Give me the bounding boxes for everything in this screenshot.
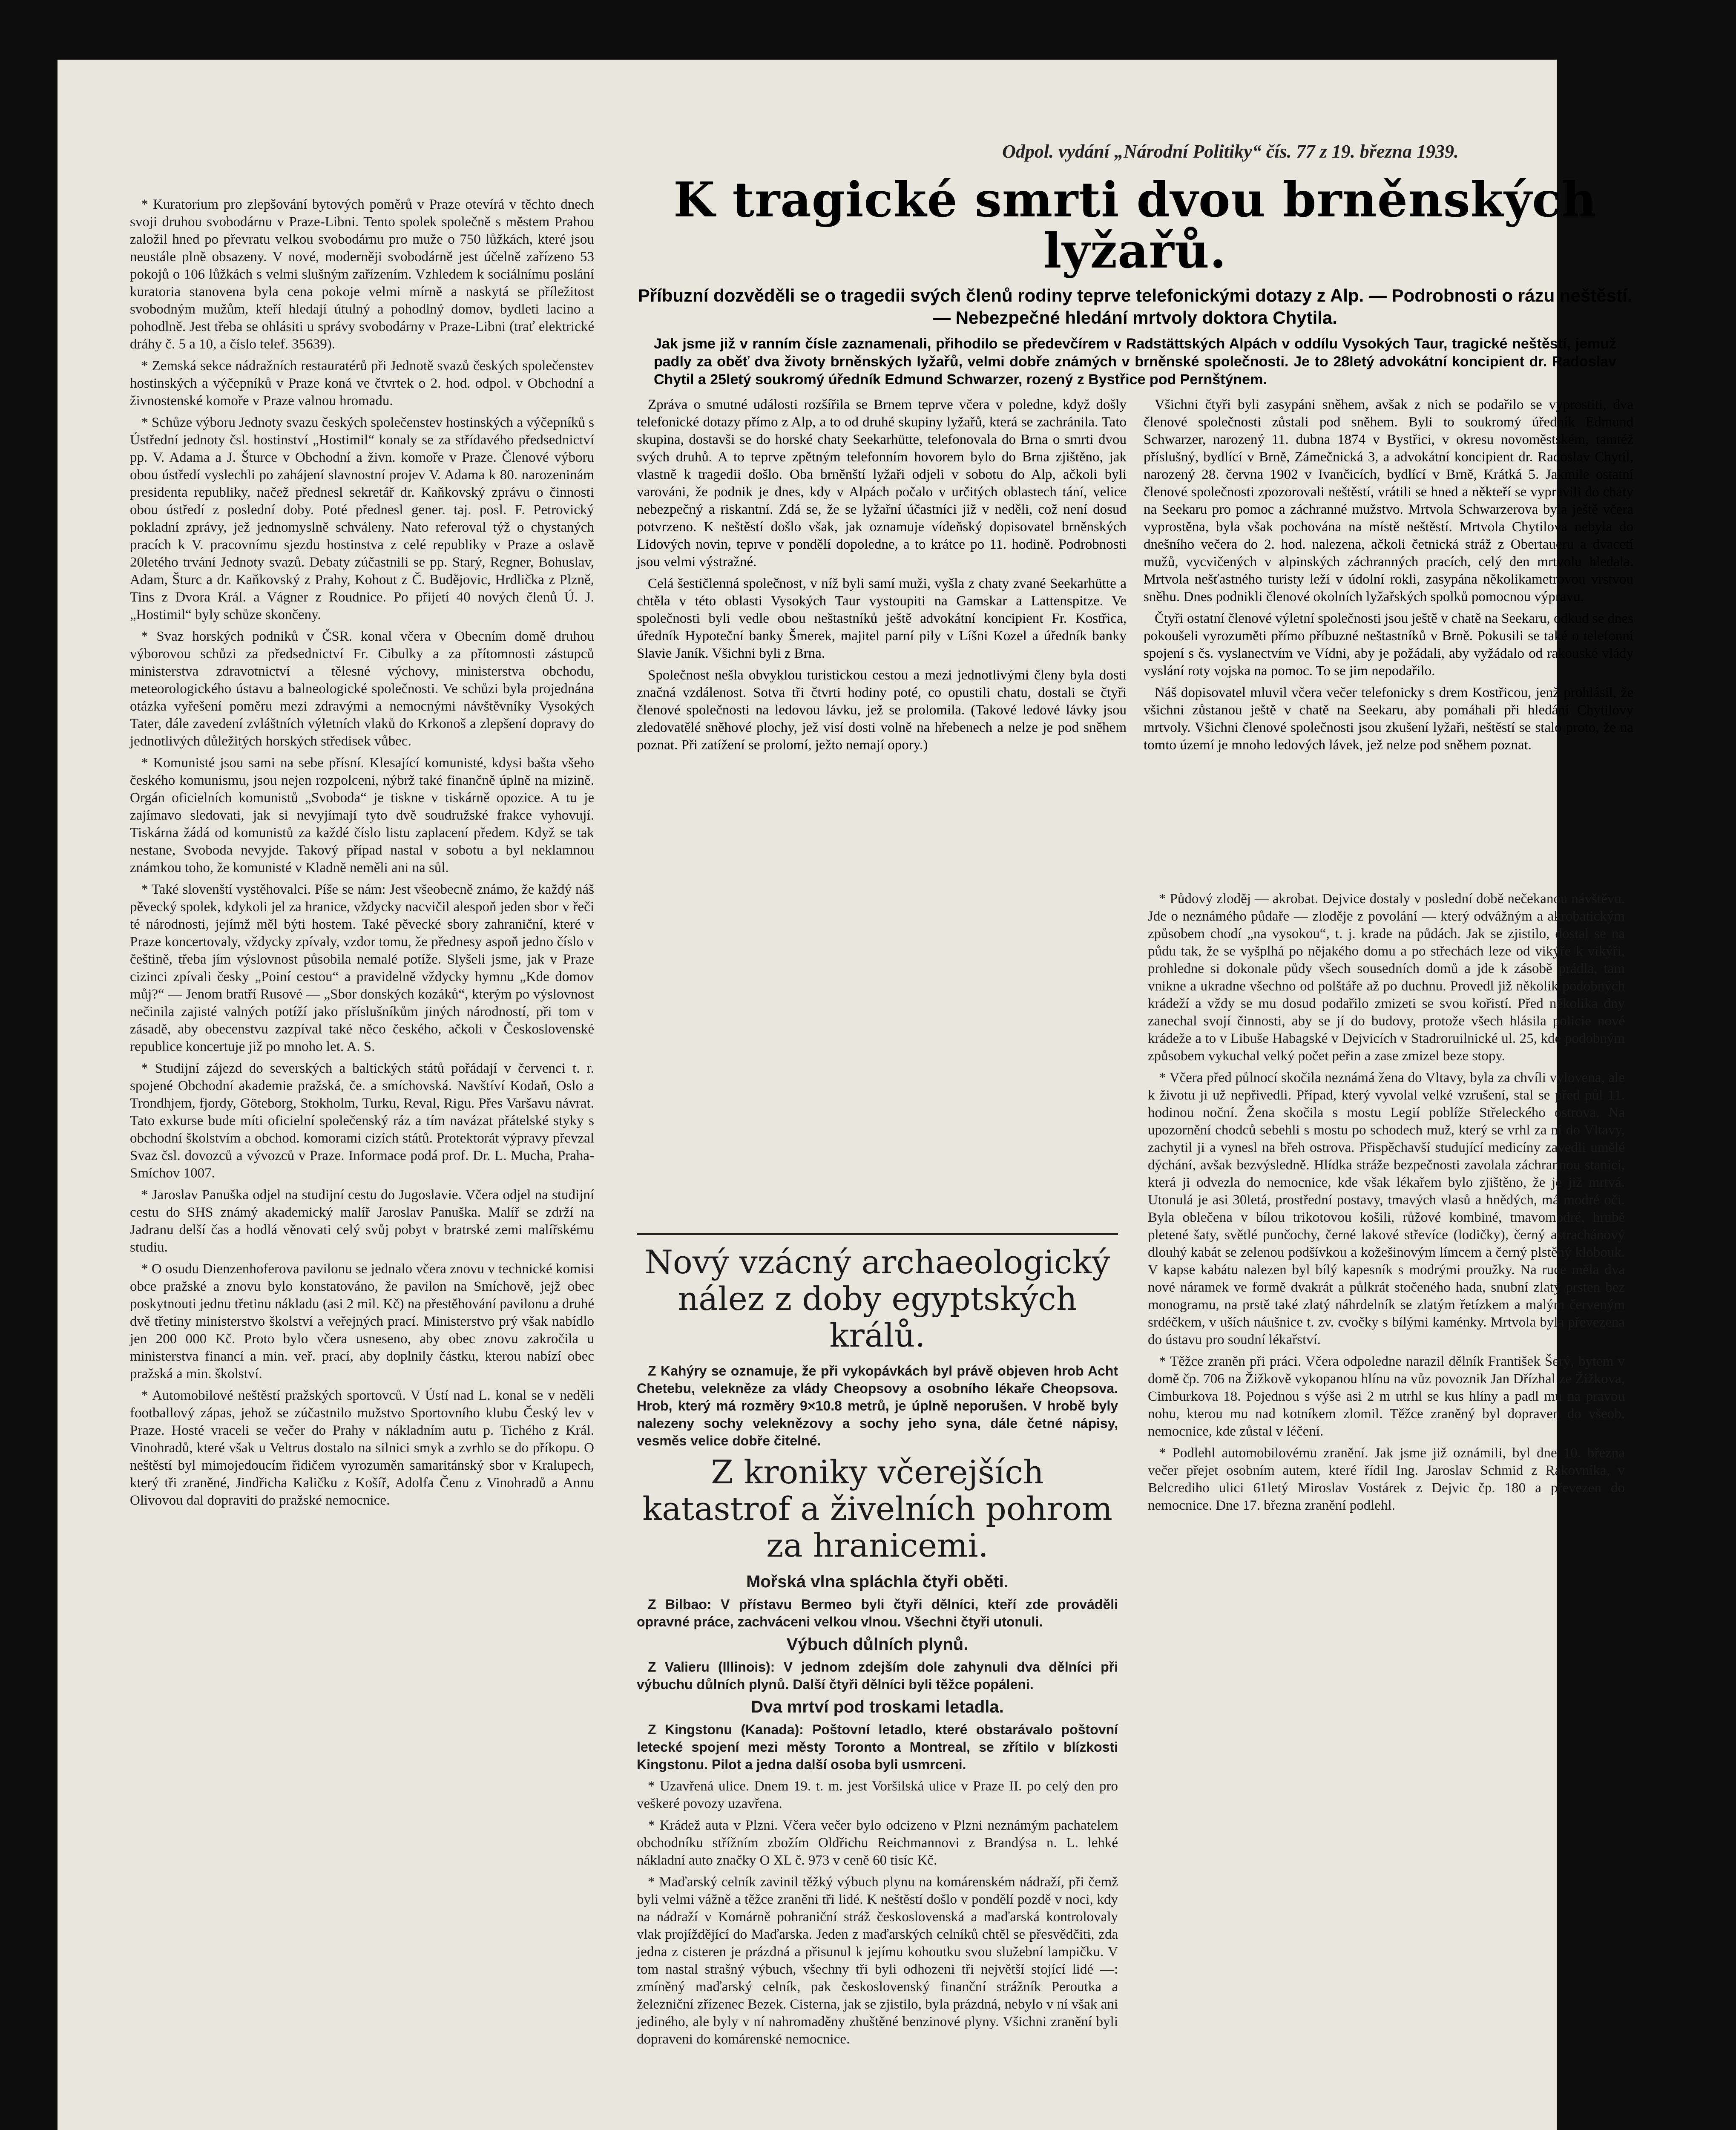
- lead-paragraph: Čtyři ostatní členové výletní společnosti jsou ještě v chatě na Seekaru, odkud se dnes pokoušeli vyrozuměti přímo příbuzné neštastníků v Brně. Pokusili se také o telefonní spojení s čs. vyslanectvím ve Vídni, aby je požádali, aby vyžádalo od rakouské vlády vyslání roty vojska na pomoc. To se jim nepodařilo.: [1144, 611, 1633, 679]
- page-header: Odpol. vydání „Národní Politiky“ čís. 77 z 19. března 1939.: [1002, 141, 1459, 162]
- lead-left-column: [637, 396, 1127, 758]
- lead-paragraph: Celá šestičlenná společnost, v níž byli samí muži, vyšla z chaty zvané Seekarhütte a chtěla v této oblasti Vysokých Taur vystoupiti na Gamskar a Lattenspitze. Ve společnosti byli vedle obou neštastníků ještě advokátní koncipient Fr. Kostřica, úředník Hypoteční banky Šmerek, majitel parní pily v Líšni Kozel a úředník banky Slavie Janík. Všichni byli z Brna.: [637, 576, 1127, 661]
- right-article-3: * Těžce zraněn při práci. Včera odpoledne narazil dělník František Šerý, bytem v domě čp. 706 na Žižkově vykopanou hlínu na vůz povoznik Jan Dřízhal ze Žižkova, Cimburkova 18. Pojednou s výše asi 2 m utrhl se kus hlíny a padl mu na pravou nohu, kterou mu nad kotníkem zlomil. Těžce zraněný byl dopraven do všeob. nemocnice, kde zůstal v léčení.: [1148, 1354, 1625, 1439]
- left-article-1: * Kuratorium pro zlepšování bytových poměrů v Praze otevírá v těchto dnech svoji druhou svobodárnu v Praze-Libni. Tento spolek společně s městem Prahou založil hned po převratu velkou svobodárnu pro muže o 750 lůžkách, které jsou neustále plně obsazeny. V nové, moderněji svobodárně jest účelně zařízeno 53 pokojů o 106 lůžkách s velmi slušným zařízením. Vzhledem k sociálnímu poslání kuratoria stanovena byla cena pokoje velmi mírně a naskytá se příležitost svobodným mužům, kteří hledají útulný a pohodlný domov, bydleti lacino a pohodlně. Jest třeba se ohlásiti u správy svobodárny v Praze-Libni (trať elektrické dráhy č. 5 a 10, a číslo telef. 35639).: [130, 197, 594, 352]
- news-item: Z Valieru (Illinois): V jednom zdejším dole zahynuli dva dělníci při výbuchu důlních plynů. Další čtyři dělníci byli těžce popáleni.: [637, 1659, 1118, 1692]
- newspaper-page: [57, 60, 1633, 2130]
- disasters-title: Z kroniky včerejších katastrof a živelních pohrom za hranicemi.: [642, 1453, 1112, 1564]
- right-article-4: * Podlehl automobilovému zranění. Jak jsme již oznámili, byl dne 10. března večer přejet osobním autem, které řídil Ing. Jaroslav Schmid z Rakovníka, v Belcrediho ulici 61letý Miroslav Vostárek z Dejvic čp. 180 a převezen do nemocnice. Dne 17. března zranění podlehl.: [1148, 1445, 1625, 1513]
- lead-paragraph: Společnost nešla obvyklou turistickou cestou a mezi jednotlivými členy byla dosti značná vzdálenost. Sotva tři čtvrti hodiny poté, co opustili chatu, dostali se čtyři členové společnosti na ledovou lávku, jež se prolomila. (Takové ledové lávky jsou zledovatělé sněhové plochy, jež visí dosti volně na hřebenech a nelze je pod sněhem poznat. Při zatížení se prolomí, ježto nemají opory.): [637, 668, 1127, 753]
- middle-column: [637, 1240, 1118, 2130]
- lead-paragraph: Náš dopisovatel mluvil včera večer telefonicky s drem Kostřicou, jenž prohlásil, že všichni zůstanou ještě v chatě na Seekaru, aby pomáhali při hledání Chytilovy mrtvoly. Všichni členové společnosti jsou zkušení lyžaři, neštěstí se stalo proto, že na tomto území je mnoho ledových lávek, jež nelze pod sněhem poznat.: [1144, 685, 1633, 753]
- left-article-10: * Automobilové neštěstí pražských sportovců. V Ústí nad L. konal se v neděli footballový zápas, jehož se zúčastnilo mužstvo Sportovního klubu Český lev v Praze. Hosté vraceli se večer do Prahy v nákladním autu p. Tichého z Král. Vinohradů, které však u Veltrus dostalo na silnici smyk a zvrhlo se do příkopu. O neštěstí byl mimojedoucím řidičem vyrozuměn samaritánský sbor v Kralupech, který tři zraněné, Jindřicha Kaličku z Košíř, Adolfa Čenu z Vinohradů a Annu Olivovou dal dopraviti do pražské nemocnice.: [130, 1388, 594, 1508]
- left-column: [130, 196, 594, 2130]
- lead-paragraph: Zpráva o smutné události rozšířila se Brnem teprve včera v poledne, když došly telefonické dotazy přímo z Alp, a to od druhé skupiny lyžařů, která se zachránila. Tato skupina, dostavši se do horské chaty Seekarhütte, telefonovala do Brna o smrti dvou svých druhů. A to teprve zpětným telefonním hovorem bylo do Brna zjištěno, jak vlastně k tragedii došlo. Oba brněnští lyžaři odjeli v sobotu do Alp, ačkoli byli varováni, že podnik je dnes, kdy v Alpách počalo v určitých oblastech tání, velice nebezpečný a riskantní. Zdá se, že se lyžařní účastníci již v neděli, což není dosud potvrzeno. K neštěstí došlo však, jak oznamuje vídeňský dopisovatel brněnských Lidových novin, teprve v pondělí dopoledne, a to krátce po 11. hodině. Podrobnosti jsou velmi výstražné.: [637, 397, 1127, 570]
- left-article-6: * Také slovenští vystěhovalci. Píše se nám: Jest všeobecně známo, že každý náš pěvecký spolek, kdykoli jel za hranice, vždycky nacvičil alespoň jeden sbor v řeči té národnosti, jejímž měl býti hostem. Také pěvecké sbory zahraniční, které v Praze koncertovaly, vždycky zpívaly, vzdor tomu, že přednesy aspoň jedno číslo v češtině, třeba jím výslovnost působila nemalé potíže. Slyšeli jsme, jak v Praze cizinci zpívali česky „Poiní cestou“ a pravidelně vždycky hymnu „Kde domov můj?“ — Jenom bratří Rusové — „Sbor donských kozáků“, kterým po výslovnost nečinila zajisté valných potíží jako příslušníkům jiných národností, při tom v zásadě, aby obecenstvu zazpíval také něco českého, ačkoli v Československé republice koncertuje již po mnoho let. A. S.: [130, 882, 594, 1054]
- news-item: Z Bilbao: V přístavu Bermeo byli čtyři dělníci, kteří zde prováděli opravné práce, zachváceni velkou vlnou. Všechni čtyři utonuli.: [637, 1597, 1118, 1629]
- subheading: Mořská vlna spláchla čtyři oběti.: [746, 1572, 1009, 1591]
- lead-subtitle: Příbuzní dozvěděli se o tragedii svých členů rodiny teprve telefonickými dotazy z Alp. — Podrobnosti o rázu neštěstí. — Nebezpečné hledání mrtvoly doktora Chytila.: [638, 285, 1633, 328]
- lead-right-column: [1144, 396, 1633, 758]
- lead-title: K tragické smrti dvou brněnských lyžařů.: [673, 172, 1597, 279]
- subheading: Dva mrtví pod troskami letadla.: [751, 1698, 1004, 1716]
- left-article-3: * Schůze výboru Jednoty svazu českých společenstev hostinských a výčepníků s Ústřední jednoty čsl. hostinství „Hostimil“ konaly se za střídavého předsednictví pp. V. Adama a J. Šturce v Obchodní a živn. komoře v Praze. Členové výboru obou ústředí vyslechli po zahájení slavnostní projev V. Adama k 80. narozeninám presidenta republiky, načež přednesl sekretář dr. Kaňkovský zprávu o činnosti obou ústředí z poslední doby. Poté přednesl gener. taj. posl. F. Petrovický pokladní zprávy, jež jednomyslně schváleny. Nato referoval týž o chystaných pracích k V. pracovnímu sjezdu hostinstva z celé republiky v Praze a oslavě 20letého trvání Jednoty svazů. Debaty zúčastnili se pp. Starý, Regner, Bohuslav, Adam, Šturc a dr. Kaňkovský z Prahy, Kohout z Č. Budějovic, Hrdlička z Plzně, Tins z Dvora Král. a Vágner z Roudnice. Po přijetí 40 nových členů Ú. J. „Hostimil“ byly schůze skončeny.: [130, 415, 594, 622]
- archaeology-text: Z Kahýry se oznamuje, že při vykopávkách byl právě objeven hrob Acht Chetebu, velekněze za vlády Cheopsovy a osobního lékaře Cheopsova. Hrob, který má rozměry 9×10.8 metrů, je úplně neporušen. V hrobě byly nalezeny sochy veleknězovy a sochy jeho syna, dále četné nápisy, vesměs velice dobře čitelné.: [637, 1363, 1118, 1448]
- archaeology-title: Nový vzácný archaeologický nález z doby egyptských králů.: [644, 1243, 1110, 1354]
- lead-intro: Jak jsme již v ranním čísle zaznamenali, přihodilo se předevčírem v Radstättských Alpách v oddílu Vysokých Taur, tragické neštěstí, jemuž padly za oběť dva životy brněnských lyžařů, velmi dobře známých v brněnské společnosti. Je to 28letý advokátní koncipient dr. Radoslav Chytil a 25letý soukromý úředník Edmund Schwarzer, rozený z Bystřice pod Pernštýnem.: [654, 336, 1616, 388]
- news-item: * Krádež auta v Plzni. Včera večer bylo odcizeno v Plzni neznámým pachatelem obchodníku střížním zbožím Oldřichu Reichmannovi z Brandýsa n. L. lehké nákladní auto značky O XL č. 973 v ceně 60 tisíc Kč.: [637, 1818, 1118, 1868]
- left-article-4: * Svaz horských podniků v ČSR. konal včera v Obecním domě druhou výborovou schůzi za předsednictví Fr. Cibulky a za přítomnosti zástupců ministerstva zdravotnictví a tělesné výchovy, ministerstva obchodu, meteorologického ústavu a balneologické společnosti. Ve schůzi byla projednána otázka vyřešení poměru mezi zdravými a nemocnými návštěvníky Vysokých Tater, dále zavedení zvláštních výletních vlaků do Krkonoš a zlepšení dopravy do jednotlivých důležitých horských středisek vůbec.: [130, 629, 594, 749]
- left-article-2: * Zemská sekce nádražních restauratérů při Jednotě svazů českých společenstev hostinských a výčepníků v Praze koná ve čtvrtek o 2. hod. odpol. v Obchodní a živnostenské komoře v Praze valnou hromadu.: [130, 358, 594, 409]
- left-article-7: * Studijní zájezd do severských a baltických států pořádají v červenci t. r. spojené Obchodní akademie pražská, če. a smíchovská. Navštíví Kodaň, Oslo a Trondhjem, fjordy, Göteborg, Stokholm, Turku, Reval, Rigu. Přes Varšavu návrat. Tato exkurse bude míti oficielní společenský ráz a tím navázat přátelské styky s obchodní školstvím a obchod. komorami cizích států. Protektorát výpravy převzal Svaz čsl. dovozců a vývozců v Praze. Informace podá prof. Dr. L. Mucha, Praha-Smíchov 1007.: [130, 1061, 594, 1181]
- lead-paragraph: Všichni čtyři byli zasypáni sněhem, avšak z nich se podařilo se vyprostiti, dva členové společnosti zůstali pod sněhem. Byli to soukromý úředník Edmund Schwarzer, narozený 11. dubna 1874 v Bystřici, v okresu novoměstském, tamtéž příslušný, bydlící v Brně, Zámečnická 3, a advokátní koncipient dr. Radoslav Chytil, narozený 28. června 1902 v Ivančicích, bydlící v Brně, Krátká 5. Jakmile ostatní členové společnosti zpozorovali neštěstí, vrátili se hned a někteří se vypravili do chaty na Seekaru pro pomoc a záchranné mužstvo. Mrtvola Schwarzerova byla ještě včera vyprostěna, byla však pochována na místě neštěstí. Mrtvola Chytilova nebyla do dnešního večera do 2. hod. nalezena, ačkoli četnická stráž z Obertaueru a dvacetí mužů, vycvičených v alpinských záchranných pracích, celý den mrtvolu hledala. Mrtvola nešťastného turisty leží v údolní rokli, zasypána několikametrovou vrstvou sněhu. Dnes podnikli členové okolních lyžařských spolků pomocnou výpravu.: [1144, 397, 1633, 604]
- news-item: * Maďarský celník zavinil těžký výbuch plynu na komárenském nádraží, při čemž byli velmi vážně a těžce zraněni tři lidé. K neštěstí došlo v pondělí pozdě v noci, kdy na nádraží v Komárně pohraniční stráž československá a maďarská kontrolovaly vlak projíždějící do Maďarska. Jeden z maďarských celníků chtěl se přesvědčiti, zda jedna z cisteren je prázdná a přisunul k jejímu kohoutku svou služební lampičku. V tom nastal strašný výbuch, všechny tři byli odhozeni tři největší stojící lidé —: zmíněný maďarský celník, pak československý finanční strážník Peroutka a železniční zřízenec Bezek. Cisterna, jak se zjistilo, byla prázdná, nebylo v ní však ani jediného, ale byly v ní nahromaděny zhuštěné benzinové plyny. Všichni zranění byli dopraveni do komárenské nemocnice.: [637, 1874, 1118, 2047]
- subheading: Výbuch důlních plynů.: [786, 1635, 969, 1654]
- news-item: Z Kingstonu (Kanada): Poštovní letadlo, které obstarávalo poštovní letecké spojení mezi městy Toronto a Montreal, se zřítilo v blízkosti Kingstonu. Pilot a jedna další osoba byli usmrceni.: [637, 1722, 1118, 1772]
- left-article-9: * O osudu Dienzenhoferova pavilonu se jednalo včera znovu v technické komisi obce pražské a znovu bylo konstatováno, že pavilon na Smíchově, jejž obec poskytnouti jednu třetinu nákladu (asi 2 mil. Kč) na přestěhování pavilonu a druhé dvě třetiny ministerstvo školství a veřejných prací. Ministerstvo prý však nabídlo jen 200 000 Kč. Proto bylo včera usneseno, aby obec znovu zakročila u ministerstva financí a min. veř. prací, aby doplnily částku, kterou nabízí obec pražská a min. školství.: [130, 1261, 594, 1382]
- right-article-1: * Půdový zloděj — akrobat. Dejvice dostaly v poslední době nečekanou návštěvu. Jde o neznámého půdaře — zloděje z povolání — který odvážným a akrobatickým způsobem chodí „na vysokou“, t. j. krade na půdách. Jak se zjistilo, dostal se na půdu tak, že se vyšplhá po nějakého domu a po střechách leze od vikýře k vikýři, prohledne si dokonale půdy všech sousedních domů a jde k zásobě prádla, tam vnikne a ukradne všechno od polštáře až po duchnu. Provedl již několik podobných krádeží a vždy se mu dosud podařilo zmizeti se svou kořistí. Před několika dny zanechal svojí činnosti, aby se jí do budovy, protože všech hlásila policie nové krádeže a to v Libuše Habagské v Dejvicích v Stadroruilnické ul. 25, kde podobným způsobem vykuchal velký počet peřin a zase zmizel beze stopy.: [1148, 891, 1625, 1064]
- news-item: * Uzavřená ulice. Dnem 19. t. m. jest Voršilská ulice v Praze II. po celý den pro veškeré povozy uzavřena.: [637, 1779, 1118, 1811]
- right-article-2: * Včera před půlnocí skočila neznámá žena do Vltavy, byla za chvíli vylovena, ale k životu ji už nepřivedli. Případ, který vyvolal velké vzrušení, stal se před půl 11. hodinou noční. Žena skočila s mostu Legií poblíže Střeleckého ostrova. Na upozornění chodců sebehli s mostu po schodech muž, který se vrhl za ní do Vltavy, zachytil ji a vynesl na břeh ostrova. Přispěchavší studující medicíny zavedli umělé dýchání, avšak bezvýsledně. Hlídka stráže bezpečnosti zavolala záchrannou stanici, která ji odvezla do nemocnice, kde však lékařem bylo zjištěno, že je již mrtvá. Utonulá je asi 30letá, prostřední postavy, tmavých vlasů a hnědých, má modré oči. Byla oblečena v bílou trikotovou košili, růžové kombiné, tmavomodré, hrubě pletené šaty, světlé punčochy, černé lakové střevíce (lodičky), černý astrachánový dlouhý kabát se zelenou podšívkou a kožešinovým límcem a černý plstěný klobouk. V kapse kabátu nalezen byl bílý kapesník s modrými proužky. Na ruce měla dva nové náramek ve formě dvakrát a půlkrát stočeného hada, snubní zlatý prsten bez monogramu, na prstě také zlatý náhrdelník se zlatým řetízkem a malým červeným srdéčkem, v uších náušnice t. zv. cvočky s bílými kaménky. Mrtvola byla převezena do ústavu pro soudní lékařství.: [1148, 1070, 1625, 1347]
- left-article-5: * Komunisté jsou sami na sebe přísní. Klesající komunisté, kdysi bašta všeho českého komunismu, jsou nejen rozpolceni, nýbrž také finančně úplně na mizině. Orgán oficielních komunistů „Svoboda“ je tiskne v tiskárně opozice. A tu je zajímavo sledovati, jak si nevyjímají tyto dvě soudružské frakce vyhovují. Tiskárna žádá od komunistů za každé číslo listu zaplacení předem. Když se tak nestane, Svoboda nevyjde. Takový případ nastal v sobotu a byl neklamnou známkou toho, že komunisté v Kladně neměli ani na sůl.: [130, 755, 594, 875]
- left-article-8: * Jaroslav Panuška odjel na studijní cestu do Jugoslavie. Včera odjel na studijní cestu do SHS známý akademický malíř Jaroslav Panuška. Malíř se zdrží na Jadranu delší čas a hodlá věnovati celý svůj pobyt v bratrské zemi malířskému studiu.: [130, 1187, 594, 1255]
- right-column: [1148, 890, 1625, 2130]
- section-divider: [637, 1233, 1118, 1235]
